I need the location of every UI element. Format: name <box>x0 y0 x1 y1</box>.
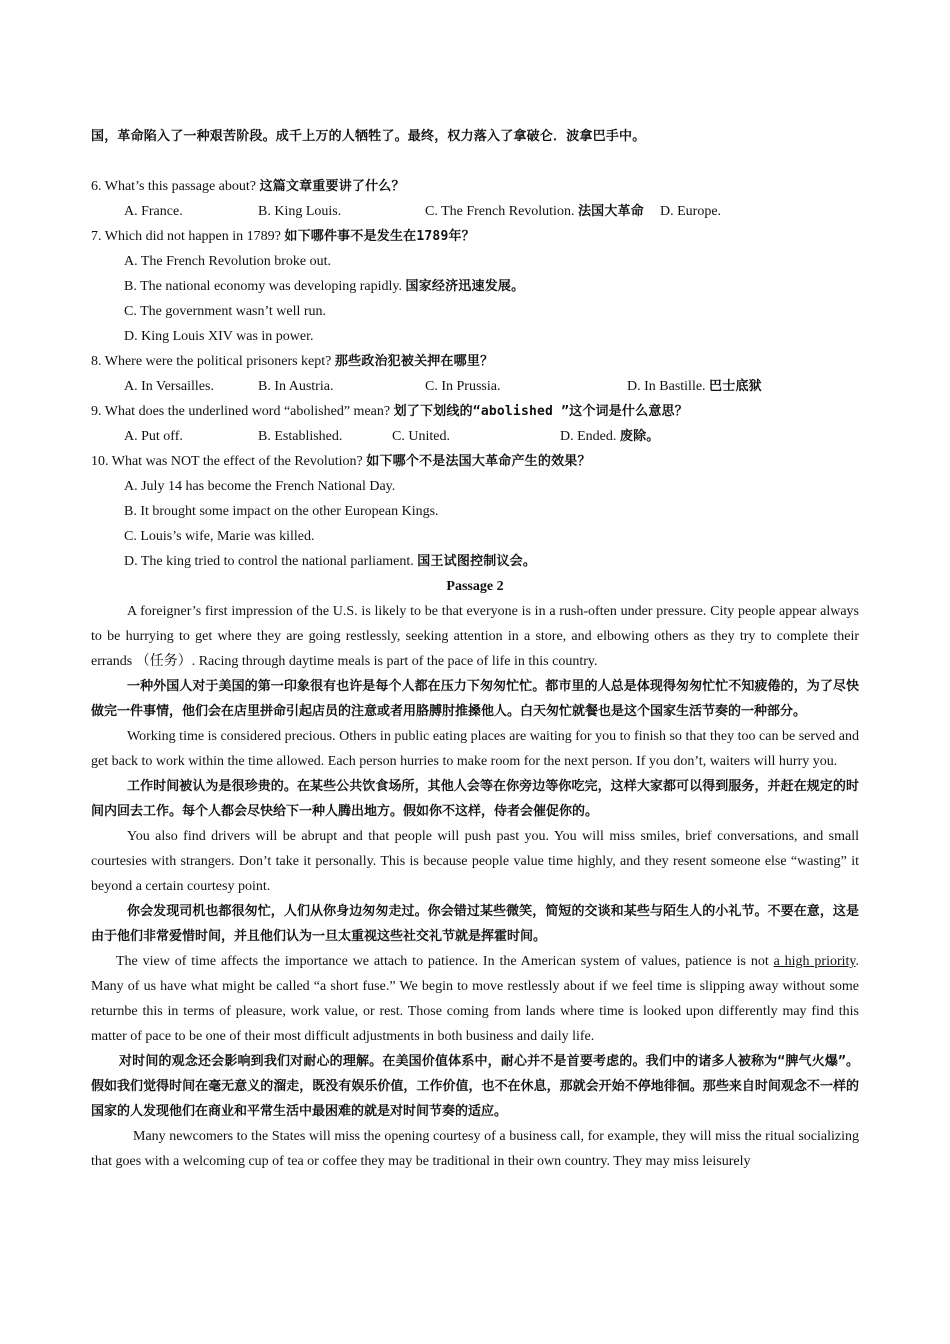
paragraph-4-en: The view of time affects the importance we attach to patience. In the American system of values, patience is not a high priority. Many of us have what might be called “a short fuse.” We begin to move restlessly about if we feel time is slipping away without some returnbe this in terms of pleasure, work value, or rest. Those coming from lands where time is looked upon differently may find this matter of pace to be one of their most difficult adjustments in both business and daily life. <box>91 954 859 1044</box>
option-b-zh: 国家经济迅速发展。 <box>405 279 525 294</box>
option-d-zh: 废除。 <box>619 429 660 444</box>
option-b: B. In Austria. <box>258 379 334 394</box>
option-c-zh: 法国大革命 <box>577 204 644 219</box>
question-6-stem-zh: 这篇文章重要讲了什么？ <box>259 179 405 194</box>
question-8-options <box>91 374 859 399</box>
question-9-options <box>91 424 859 449</box>
paragraph-2-en: Working time is considered precious. Others in public eating places are waiting for you to finish so that they too can be served and get back to work within the time allowed. Each person hurries to make room for the next person. If you don’t, waiters will hurry you. <box>91 729 859 769</box>
paragraph-3-en: You also find drivers will be abrupt and that people will push past you. You will miss smiles, brief conversations, and small courtesies with strangers. Don’t take it personally. This is because people value time highly, and they resent someone else “wasting” it beyond a certain courtesy point. <box>91 829 859 894</box>
question-9-stem: 9. What does the underlined word “abolished” mean? <box>91 404 394 419</box>
question-7 <box>91 224 859 249</box>
question-7-stem: 7. Which did not happen in 1789? <box>91 229 285 244</box>
question-7-stem-zh: 如下哪件事不是发生在1789年？ <box>284 229 475 244</box>
option-a: A. France. <box>124 204 183 219</box>
option-b: B. Established. <box>258 429 343 444</box>
question-10-option-a: A. July 14 has become the French National Day. <box>124 479 396 494</box>
option-b: B. King Louis. <box>258 204 342 219</box>
option-c: C. United. <box>392 429 450 444</box>
paragraph-1-en: A foreigner’s first impression of the U.S. is likely to be that everyone is in a rush-often under pressure. City people appear always to be hurrying to get where they are going restlessly, seeking attention in a store, and elbowing others as they try to complete their errands （任务）. Racing through daytime meals is part of the pace of life in this country. <box>91 604 859 669</box>
option-d: D. Europe. <box>660 204 722 219</box>
question-6 <box>91 174 859 199</box>
question-7-option-a: A. The French Revolution broke out. <box>124 254 331 269</box>
paragraph-4-zh: 对时间的观念还会影响到我们对耐心的理解。在美国价值体系中，耐心并不是首要考虑的。我们中的诸多人被称为“脾气火爆”。假如我们觉得时间在毫无意义的溜走，既没有娱乐价值，工作价值，也不在休息，那就会开始不停地徘徊。那些来自时间观念不一样的国家的人发现他们在商业和平常生活中最困难的就是对时间节奏的适应。 <box>91 1054 859 1119</box>
question-10-option-d: D. The king tried to control the national parliament. 国王试图控制议会。 <box>124 554 537 569</box>
option-c: C. In Prussia. <box>425 379 501 394</box>
option-c: C. The French Revolution. 法国大革命 <box>425 204 644 219</box>
option-d: D. Ended. 废除。 <box>560 429 660 444</box>
paragraph-2-zh: 工作时间被认为是很珍贵的。在某些公共饮食场所，其他人会等在你旁边等你吃完，这样大家都可以得到服务，并赶在规定的时间内回去工作。每个人都会尽快给下一种人腾出地方。假如你不这样，侍者会催促你的。 <box>91 779 859 819</box>
document-page <box>91 124 859 1174</box>
question-10-stem: 10. What was NOT the effect of the Revolution? <box>91 454 367 469</box>
option-d-zh: 国王试图控制议会。 <box>417 554 537 569</box>
option-d-zh: 巴士底狱 <box>709 379 762 394</box>
paragraph-1-zh: 一种外国人对于美国的第一印象很有也许是每个人都在压力下匆匆忙忙。都市里的人总是体现得匆匆忙忙不知疲倦的，为了尽快做完一件事情，他们会在店里拼命引起店员的注意或者用胳膊肘推搡他人。白天匆忙就餐也是这个国家生活节奏的一种部分。 <box>91 679 859 719</box>
option-a: A. In Versailles. <box>124 379 214 394</box>
option-d: D. In Bastille. 巴士底狱 <box>627 379 762 394</box>
paragraph-5-en: Many newcomers to the States will miss the opening courtesy of a business call, for example, they will miss the ritual socializing that goes with a welcoming cup of tea or coffee they may be traditional in their own country. They may miss leisurely <box>91 1129 859 1169</box>
question-7-option-d: D. King Louis XIV was in power. <box>124 329 314 344</box>
question-10-stem-zh: 如下哪个不是法国大革命产生的效果？ <box>366 454 591 469</box>
question-8 <box>91 349 859 374</box>
underlined-phrase: a high priority <box>773 954 856 969</box>
question-6-stem: 6. What’s this passage about? <box>91 179 260 194</box>
question-6-options <box>91 199 859 224</box>
question-10 <box>91 449 859 474</box>
question-9-stem-zh: 划了下划线的“abolished ”这个词是什么意思？ <box>393 404 688 419</box>
question-7-option-b: B. The national economy was developing rapidly. 国家经济迅速发展。 <box>124 279 525 294</box>
question-8-stem: 8. Where were the political prisoners kept? <box>91 354 335 369</box>
option-a: A. Put off. <box>124 429 183 444</box>
passage-title: Passage 2 <box>446 579 504 594</box>
question-10-option-c: C. Louis’s wife, Marie was killed. <box>124 529 315 544</box>
question-10-option-b: B. It brought some impact on the other European Kings. <box>124 504 439 519</box>
spacer <box>91 149 859 174</box>
question-8-stem-zh: 那些政治犯被关押在哪里？ <box>334 354 494 369</box>
question-9 <box>91 399 859 424</box>
intro-line: 国，革命陷入了一种艰苦阶段。成千上万的人牺牲了。最终，权力落入了拿破仑．波拿巴手中。 <box>91 129 646 144</box>
question-7-option-c: C. The government wasn’t well run. <box>124 304 327 319</box>
paragraph-3-zh: 你会发现司机也都很匆忙，人们从你身边匆匆走过。你会错过某些微笑，简短的交谈和某些与陌生人的小礼节。不要在意，这是由于他们非常爱惜时间，并且他们认为一旦太重视这些社交礼节就是挥霍时间。 <box>91 904 859 944</box>
